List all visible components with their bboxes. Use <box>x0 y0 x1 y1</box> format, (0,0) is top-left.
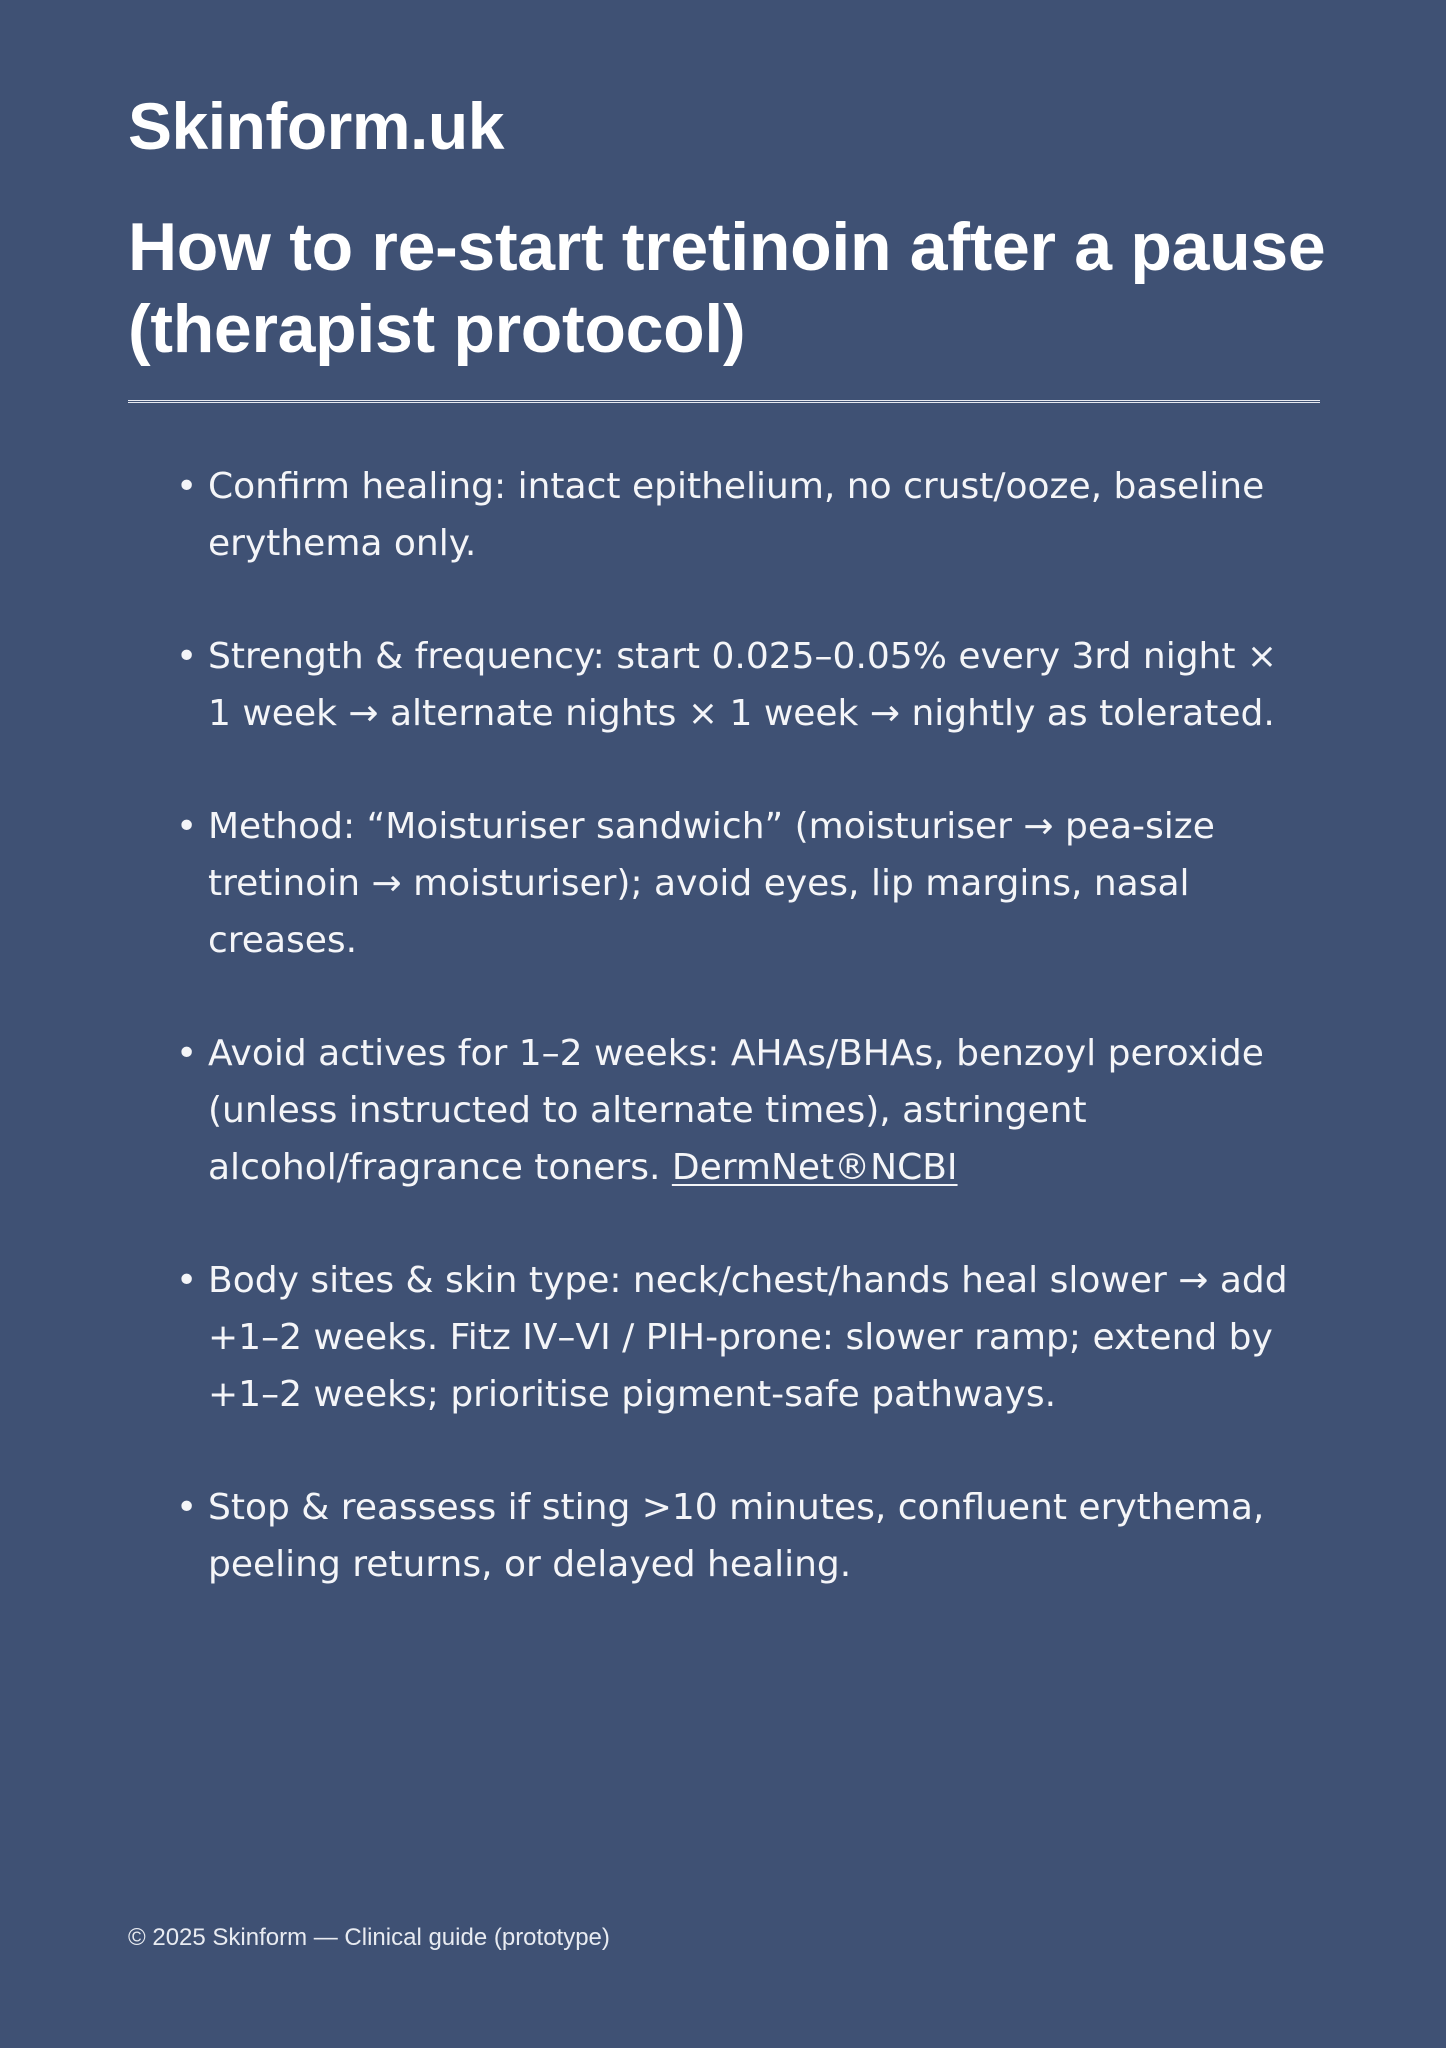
list-item-confirm-healing <box>128 458 1320 572</box>
list-item-text: Avoid actives for 1–2 weeks: AHAs/BHAs, benzoyl peroxide (unless instructed to alternate times), astringent alcohol/fragrance toners. <box>208 1033 1264 1188</box>
protocol-list <box>128 458 1320 1649</box>
list-item-text: Method: “Moisturiser sandwich” (moisturiser → pea-size tretinoin → moisturiser); avoid eyes, lip margins, nasal creases. <box>208 806 1215 961</box>
page-title: How to re-start tretinoin after a pause (therapist protocol) <box>128 209 1326 367</box>
reference-link-dermnet-ncbi[interactable]: DermNet®NCBI <box>671 1147 958 1188</box>
bullet-icon: • <box>176 1260 198 1301</box>
list-item-strength-frequency <box>128 628 1320 742</box>
bullet-icon: • <box>176 466 198 507</box>
list-item-text: Body sites & skin type: neck/chest/hands heal slower → add +1–2 weeks. Fitz IV–VI / PIH-prone: slower ramp; extend by +1–2 weeks; prioritise pigment-safe pathways. <box>208 1260 1288 1415</box>
bullet-icon: • <box>176 1033 198 1074</box>
bullet-icon: • <box>176 636 198 677</box>
title-divider <box>128 400 1320 403</box>
list-item-stop-reassess <box>128 1479 1320 1593</box>
bullet-icon: • <box>176 806 198 847</box>
footer-copyright: © 2025 Skinform — Clinical guide (prototype) <box>128 1924 610 1951</box>
bullet-icon: • <box>176 1487 198 1528</box>
list-item-text: Stop & reassess if sting >10 minutes, confluent erythema, peeling returns, or delayed healing. <box>208 1487 1265 1585</box>
list-item-method <box>128 798 1320 969</box>
list-item-text: Strength & frequency: start 0.025–0.05% every 3rd night × 1 week → alternate nights × 1 week → nightly as tolerated. <box>208 636 1278 734</box>
brand-title: Skinform.uk <box>128 89 504 163</box>
list-item-avoid-actives <box>128 1025 1320 1196</box>
page <box>128 0 1326 2048</box>
list-item-body-sites <box>128 1252 1320 1423</box>
list-item-text: Confirm healing: intact epithelium, no crust/ooze, baseline erythema only. <box>208 466 1265 564</box>
